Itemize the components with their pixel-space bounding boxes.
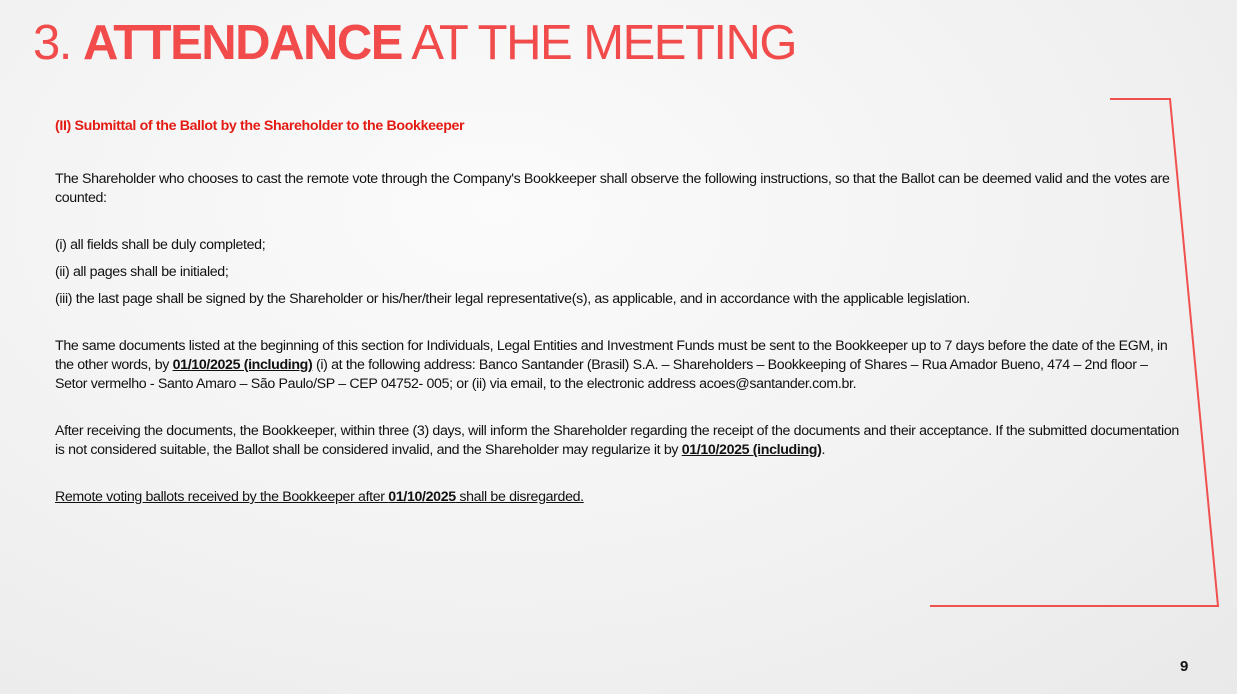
deadline-notice: Remote voting ballots received by the Bookkeeper after 01/10/2025 shall be disregarded.	[55, 489, 584, 505]
receipt-paragraph: After receiving the documents, the Bookkeeper, within three (3) days, will inform the Shareholder regarding the receipt of the documents and their acceptance. If the submitted documentation is not considered suitable, the Ballot shall be considered invalid, and the Shareholder may regularize it by 01/10/2025 (including).	[55, 423, 1179, 458]
list-item: (iii) the last page shall be signed by the Shareholder or his/her/their legal representative(s), as applicable, and in accordance with the applicable legislation.	[55, 291, 970, 307]
section-subtitle: (II) Submittal of the Ballot by the Shareholder to the Bookkeeper	[55, 118, 465, 134]
intro-paragraph: The Shareholder who chooses to cast the remote vote through the Company's Bookkeeper shall observe the following instructions, so that the Ballot can be deemed valid and the votes are counted:	[55, 171, 1170, 206]
documents-paragraph: The same documents listed at the beginning of this section for Individuals, Legal Entities and Investment Funds must be sent to the Bookkeeper up to 7 days before the date of the EGM, in the other words, by 01/10/2025 (including) (i) at the following address: Banco Santander (Brasil) S.A. – Shareholders – Bookkeeping of Shares – Rua Amador Bueno, 474 – 2nd floor – Setor vermelho - Santo Amaro – São Paulo/SP – CEP 04752- 005; or (ii) via email, to the electronic address acoes@santander.com.br.	[55, 338, 1168, 392]
page-number: 9	[1180, 658, 1189, 675]
list-item: (i) all fields shall be duly completed;	[55, 237, 266, 253]
list-item: (ii) all pages shall be initialed;	[55, 264, 229, 280]
slide-body	[55, 117, 1180, 507]
page-title: 3. ATTENDANCE AT THE MEETING	[33, 16, 797, 70]
